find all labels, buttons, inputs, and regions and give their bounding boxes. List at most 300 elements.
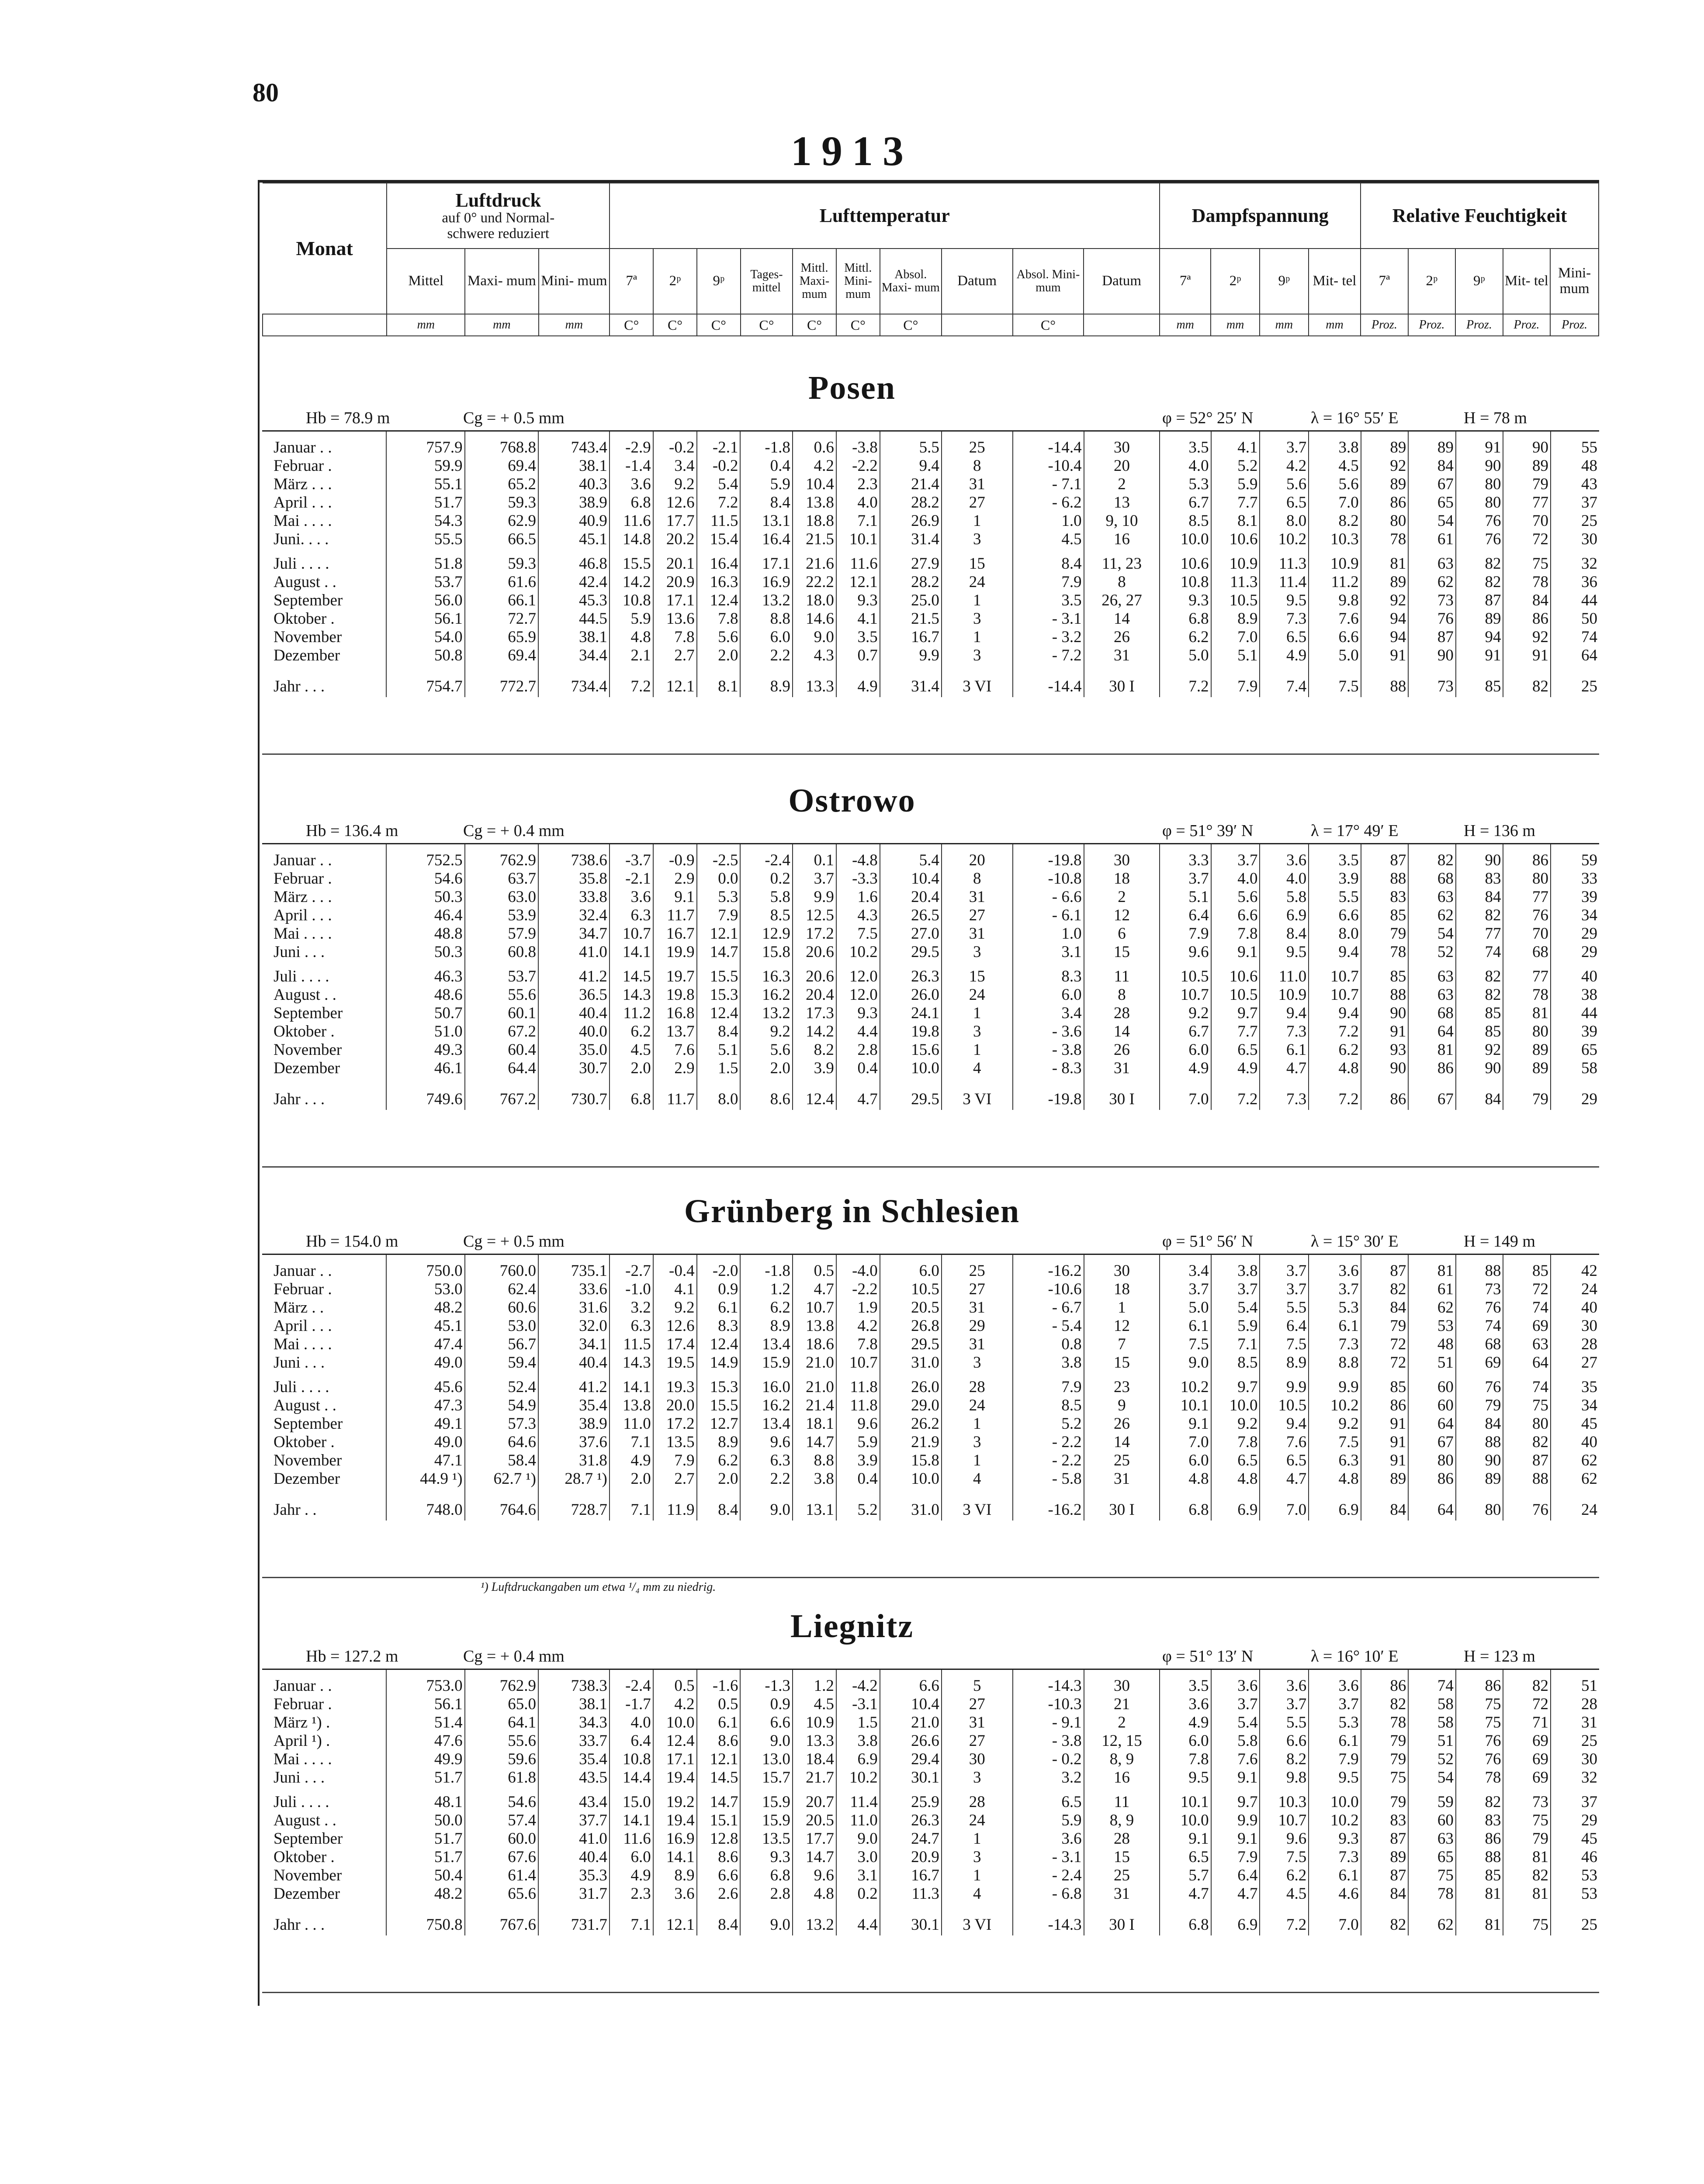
table-cell: 46.3 (386, 961, 464, 986)
unit-mm: mm (1211, 314, 1260, 336)
station-hb: Hb = 136.4 m (306, 822, 398, 840)
table-cell: 4 (942, 1470, 1013, 1488)
table-cell: 10.0 (1211, 1396, 1260, 1415)
table-cell: 37 (1551, 1787, 1599, 1811)
table-cell: 31 (1084, 1885, 1160, 1903)
table-cell: 84 (1503, 591, 1551, 610)
table-cell: 7.3 (1260, 1023, 1309, 1041)
table-cell: 5.4 (697, 475, 741, 494)
table-row (262, 1433, 1599, 1451)
table-cell: 0.5 (793, 1254, 836, 1281)
table-cell: 5.5 (1260, 1299, 1309, 1317)
table-cell: 10.2 (1160, 1372, 1211, 1396)
table-cell: 735.1 (538, 1254, 610, 1281)
table-cell: 3.1 (836, 1866, 880, 1885)
table-cell: 7.1 (610, 1488, 653, 1521)
table-cell: 13.7 (653, 1023, 697, 1041)
table-cell: 16.4 (740, 530, 792, 549)
table-cell: 80 (1503, 1023, 1551, 1041)
table-cell: 10.0 (1160, 530, 1211, 549)
table-cell: 47.6 (386, 1732, 464, 1750)
table-cell: 3.7 (1260, 431, 1309, 457)
table-cell: 51.4 (386, 1714, 464, 1732)
table-cell: 0.4 (836, 1059, 880, 1078)
table-cell: 33.6 (538, 1280, 610, 1299)
table-cell: 87 (1408, 628, 1456, 646)
table-cell: - 5.8 (1013, 1470, 1084, 1488)
table-cell: 21.6 (793, 549, 836, 573)
table-cell: 50.7 (386, 1004, 464, 1023)
table-cell: 10.6 (1211, 961, 1260, 986)
table-cell: 772.7 (465, 665, 538, 697)
table-cell: 28 (942, 1372, 1013, 1396)
table-cell: 30 I (1084, 1078, 1160, 1110)
table-cell: 6.7 (1160, 494, 1211, 512)
table-cell: 10.4 (793, 475, 836, 494)
table-cell: 38.1 (538, 457, 610, 475)
table-cell: 19.4 (653, 1769, 697, 1787)
table-row (262, 943, 1599, 961)
table-row (262, 1769, 1599, 1787)
table-cell: 14.9 (697, 1354, 741, 1372)
table-cell: 750.0 (386, 1254, 464, 1281)
table-cell: 0.1 (793, 844, 836, 870)
table-cell: 10.1 (1160, 1396, 1211, 1415)
table-cell: 0.7 (836, 646, 880, 665)
table-cell: 24 (942, 1811, 1013, 1830)
table-cell: 82 (1503, 665, 1551, 697)
table-cell: 41.0 (538, 943, 610, 961)
frame-left-rule (258, 180, 260, 2006)
table-cell: 7.0 (1211, 628, 1260, 646)
table-cell: 12.1 (697, 925, 741, 943)
table-cell: 9.3 (1160, 591, 1211, 610)
table-cell: 5.2 (1211, 457, 1260, 475)
table-cell: 3.6 (653, 1885, 697, 1903)
table-cell: 17.1 (653, 1750, 697, 1769)
table-cell: 12.4 (697, 1004, 741, 1023)
month-label: Juni . . . (274, 1769, 325, 1787)
table-cell: 38.9 (538, 494, 610, 512)
table-cell: 84 (1456, 1415, 1503, 1433)
table-cell: - 6.6 (1013, 888, 1084, 906)
table-cell: 1.9 (836, 1299, 880, 1317)
table-cell: 3 (942, 1769, 1013, 1787)
table-cell: 50.3 (386, 943, 464, 961)
table-cell: 6.1 (697, 1299, 741, 1317)
table-cell: 8.4 (697, 1488, 741, 1521)
year-total-row (262, 665, 1599, 697)
table-cell: 5.6 (740, 1041, 792, 1059)
station-lambda: λ = 16° 10′ E (1311, 1647, 1399, 1666)
table-cell: 3.9 (1309, 870, 1361, 888)
table-cell: 8.4 (697, 1023, 741, 1041)
table-cell: 9.2 (1309, 1415, 1361, 1433)
table-cell: 75 (1408, 1866, 1456, 1885)
table-cell: 5.4 (880, 844, 942, 870)
table-cell: 24 (942, 986, 1013, 1004)
table-cell: 11 (1084, 961, 1160, 986)
table-cell: 26.8 (880, 1317, 942, 1335)
table-cell: 3 (942, 646, 1013, 665)
table-cell: 1.0 (1013, 925, 1084, 943)
table-cell: 0.9 (697, 1280, 741, 1299)
table-cell: 78 (1456, 1769, 1503, 1787)
table-cell: 68 (1503, 943, 1551, 961)
table-cell: 9.3 (1309, 1830, 1361, 1848)
table-cell: 69 (1456, 1354, 1503, 1372)
table-cell: 13.5 (653, 1433, 697, 1451)
table-row (262, 1451, 1599, 1470)
table-cell: 0.0 (697, 870, 741, 888)
table-cell: 7.8 (1211, 1433, 1260, 1451)
table-cell: 9.9 (1211, 1811, 1260, 1830)
table-cell: 6.8 (740, 1866, 792, 1885)
table-cell: 3.2 (610, 1299, 653, 1317)
header-col-row (263, 249, 1599, 314)
table-cell: 20.6 (793, 961, 836, 986)
table-cell: 11 (1084, 1787, 1160, 1811)
table-cell: - 6.1 (1013, 906, 1084, 925)
table-cell: 15.4 (697, 530, 741, 549)
table-cell: 14.7 (697, 943, 741, 961)
table-cell: 6.6 (1309, 906, 1361, 925)
table-cell: 3 VI (942, 1488, 1013, 1521)
table-cell: 91 (1456, 646, 1503, 665)
table-cell: 3 VI (942, 1903, 1013, 1935)
table-cell: 0.2 (836, 1885, 880, 1903)
table-cell: 9.7 (1211, 1004, 1260, 1023)
station-table (262, 430, 1599, 697)
table-cell: 757.9 (386, 431, 464, 457)
table-cell: 90 (1361, 1004, 1409, 1023)
table-cell: 9.9 (793, 888, 836, 906)
table-cell: 2.3 (610, 1885, 653, 1903)
table-cell: 92 (1361, 591, 1409, 610)
table-cell: 84 (1361, 1488, 1409, 1521)
table-row (262, 1372, 1599, 1396)
table-cell: 6.1 (1160, 1317, 1211, 1335)
unit-c: C° (610, 314, 653, 336)
table-cell: 59.6 (465, 1750, 538, 1769)
col-maximum: Maxi- mum (465, 249, 538, 314)
table-cell: 752.5 (386, 844, 464, 870)
table-cell: 5.7 (1160, 1866, 1211, 1885)
table-cell: 5 (942, 1669, 1013, 1696)
table-cell: 3.5 (1160, 431, 1211, 457)
table-cell: 4.5 (1013, 530, 1084, 549)
table-cell: 762.9 (465, 1669, 538, 1696)
table-cell: 34 (1551, 1396, 1599, 1415)
table-cell: 10.9 (1309, 549, 1361, 573)
table-cell: 75 (1503, 1811, 1551, 1830)
table-cell: 8 (942, 457, 1013, 475)
table-cell: 43.4 (538, 1787, 610, 1811)
table-row (262, 1415, 1599, 1433)
table-cell: 64.4 (465, 1059, 538, 1078)
table-cell: 7.9 (1211, 665, 1260, 697)
table-cell: 47.1 (386, 1451, 464, 1470)
table-cell: 30 (1551, 1750, 1599, 1769)
table-cell: 5.3 (697, 888, 741, 906)
table-cell: 9.5 (1260, 591, 1309, 610)
table-cell: 8.9 (697, 1433, 741, 1451)
table-cell: 2.7 (653, 1470, 697, 1488)
table-cell: 8.5 (1013, 1396, 1084, 1415)
table-cell: 8.9 (653, 1866, 697, 1885)
table-cell: -4.8 (836, 844, 880, 870)
table-cell: 62.7 ¹) (465, 1470, 538, 1488)
table-cell: 91 (1361, 646, 1409, 665)
table-cell: 10.8 (1160, 573, 1211, 591)
table-cell: 8.8 (1309, 1354, 1361, 1372)
table-cell: 3 (942, 943, 1013, 961)
table-cell: 1.5 (836, 1714, 880, 1732)
table-cell: 77 (1503, 888, 1551, 906)
table-cell: 6.3 (610, 906, 653, 925)
table-cell: 7.8 (653, 628, 697, 646)
table-cell: 7.0 (1260, 1488, 1309, 1521)
footnote: ¹) Luftdruckangaben um etwa ¹/₄ mm zu niedrig. (481, 1580, 716, 1594)
table-cell: 4.8 (1309, 1059, 1361, 1078)
month-label: November (274, 1451, 342, 1469)
month-label: November (274, 1041, 342, 1059)
table-cell: 7.2 (1260, 1903, 1309, 1935)
table-cell: 8.1 (697, 665, 741, 697)
table-cell: 7.9 (1160, 925, 1211, 943)
table-cell: 74 (1456, 943, 1503, 961)
table-cell: 16 (1084, 530, 1160, 549)
table-cell: 9.0 (740, 1488, 792, 1521)
table-cell: 76 (1456, 1732, 1503, 1750)
table-cell: 21.4 (793, 1396, 836, 1415)
table-cell: 83 (1361, 1811, 1409, 1830)
table-cell: 85 (1456, 665, 1503, 697)
table-cell: 4.2 (793, 457, 836, 475)
station-h: H = 78 m (1464, 409, 1527, 427)
table-cell: 16.4 (697, 549, 741, 573)
table-cell: 0.4 (836, 1470, 880, 1488)
table-cell: 77 (1456, 925, 1503, 943)
table-cell: 18.0 (793, 591, 836, 610)
table-cell: 6.3 (1309, 1451, 1361, 1470)
table-cell: 6.6 (880, 1669, 942, 1696)
table-cell: 8.8 (793, 1451, 836, 1470)
table-cell: 8.9 (1260, 1354, 1309, 1372)
table-cell: 64 (1408, 1023, 1456, 1041)
table-cell: 49.0 (386, 1433, 464, 1451)
table-row (262, 431, 1599, 457)
table-cell: 8.2 (793, 1041, 836, 1059)
table-cell: 84 (1361, 1299, 1409, 1317)
table-cell: 3 VI (942, 1078, 1013, 1110)
table-cell: 9.9 (880, 646, 942, 665)
table-cell: 54.6 (386, 870, 464, 888)
table-cell: 0.5 (697, 1695, 741, 1714)
table-cell: 26, 27 (1084, 591, 1160, 610)
table-cell: 87 (1503, 1451, 1551, 1470)
month-label: Jahr . . (274, 1501, 317, 1519)
unit-c: C° (697, 314, 741, 336)
station-title: Posen (808, 370, 896, 406)
table-cell: 32.4 (538, 906, 610, 925)
table-cell: 3.7 (1260, 1280, 1309, 1299)
table-cell: 55.5 (386, 530, 464, 549)
table-cell: 3.5 (836, 628, 880, 646)
table-cell: 50.4 (386, 1866, 464, 1885)
table-cell: 27 (942, 1695, 1013, 1714)
table-cell: 12.4 (697, 591, 741, 610)
table-cell: 1 (942, 1451, 1013, 1470)
table-cell: 12 (1084, 906, 1160, 925)
table-cell: 17.7 (653, 512, 697, 530)
table-cell: 14.3 (610, 1354, 653, 1372)
table-cell: 79 (1361, 1317, 1409, 1335)
table-cell: 44.9 ¹) (386, 1470, 464, 1488)
month-label: Jahr . . . (274, 1916, 325, 1934)
table-cell: 6.5 (1260, 628, 1309, 646)
table-cell: 58 (1408, 1714, 1456, 1732)
table-cell: 82 (1361, 1903, 1409, 1935)
table-cell: 51.8 (386, 549, 464, 573)
table-cell: 9.4 (1309, 1004, 1361, 1023)
table-cell: 78 (1503, 986, 1551, 1004)
table-cell: 84 (1456, 1078, 1503, 1110)
table-cell: 17.2 (793, 925, 836, 943)
table-row (262, 844, 1599, 870)
table-cell: 9.9 (1260, 1372, 1309, 1396)
table-cell: 6.1 (1309, 1732, 1361, 1750)
table-cell: 62 (1551, 1470, 1599, 1488)
table-cell: 41.0 (538, 1830, 610, 1848)
table-cell: 62 (1408, 1299, 1456, 1317)
table-cell: 46.4 (386, 906, 464, 925)
table-cell: 4.9 (1211, 1059, 1260, 1078)
table-cell: 0.6 (793, 431, 836, 457)
table-cell: 10.3 (1309, 530, 1361, 549)
table-cell: 6.5 (1160, 1848, 1211, 1866)
month-label: Dezember (274, 1470, 340, 1488)
table-cell: 40.4 (538, 1354, 610, 1372)
table-cell: 10.7 (1309, 961, 1361, 986)
table-cell: 4.7 (836, 1078, 880, 1110)
table-cell: 3.5 (1309, 844, 1361, 870)
table-cell: -10.3 (1013, 1695, 1084, 1714)
table-cell: 31 (1084, 646, 1160, 665)
table-cell: 29.4 (880, 1750, 942, 1769)
table-cell: 0.2 (740, 870, 792, 888)
table-cell: 26 (1084, 1041, 1160, 1059)
table-cell: 10.9 (1260, 986, 1309, 1004)
col-t2: 2ᵖ (653, 249, 697, 314)
table-cell: 760.0 (465, 1254, 538, 1281)
table-cell: 11, 23 (1084, 549, 1160, 573)
table-cell: 86 (1408, 1470, 1456, 1488)
table-cell: 93 (1361, 1041, 1409, 1059)
table-cell: 20.7 (793, 1787, 836, 1811)
table-cell: 9.0 (836, 1830, 880, 1848)
table-cell: 40 (1551, 1433, 1599, 1451)
table-cell: 53.0 (386, 1280, 464, 1299)
table-cell: 8.0 (697, 1078, 741, 1110)
table-cell: 13.1 (740, 512, 792, 530)
table-cell: 12.0 (836, 986, 880, 1004)
table-cell: 9.3 (836, 591, 880, 610)
table-cell: 40.4 (538, 1004, 610, 1023)
table-cell: 8.3 (1013, 961, 1084, 986)
table-cell: 10.7 (610, 925, 653, 943)
station-cg: Cg = + 0.4 mm (463, 822, 565, 840)
table-cell: 89 (1361, 1470, 1409, 1488)
table-cell: 12.4 (793, 1078, 836, 1110)
table-cell: 42.4 (538, 573, 610, 591)
table-cell: 48.1 (386, 1787, 464, 1811)
table-cell: 5.9 (1211, 475, 1260, 494)
table-cell: 7.1 (610, 1433, 653, 1451)
table-row (262, 628, 1599, 646)
table-cell: 88 (1503, 1470, 1551, 1488)
table-cell: 25.0 (880, 591, 942, 610)
table-cell: -2.1 (610, 870, 653, 888)
table-cell: 54.3 (386, 512, 464, 530)
table-row (262, 986, 1599, 1004)
table-cell: 11.3 (880, 1885, 942, 1903)
table-cell: 49.1 (386, 1415, 464, 1433)
table-cell: 24 (1551, 1280, 1599, 1299)
table-cell: 15 (1084, 1848, 1160, 1866)
table-cell: 2.0 (697, 646, 741, 665)
section-bottom-rule (262, 753, 1599, 755)
table-cell: 28 (1551, 1335, 1599, 1354)
table-cell: 5.5 (1309, 888, 1361, 906)
table-cell: 89 (1361, 573, 1409, 591)
table-cell: 26.0 (880, 1372, 942, 1396)
table-cell: 55.6 (465, 1732, 538, 1750)
station-info-line (262, 1647, 1599, 1671)
table-cell: 8 (1084, 986, 1160, 1004)
table-cell: 50.3 (386, 888, 464, 906)
table-cell: 75 (1456, 1714, 1503, 1732)
table-cell: 10.5 (1211, 986, 1260, 1004)
table-cell: 10.7 (836, 1354, 880, 1372)
table-cell: 82 (1456, 1787, 1503, 1811)
table-cell: 10.8 (610, 1750, 653, 1769)
table-cell: 15.5 (610, 549, 653, 573)
table-cell: 37.6 (538, 1433, 610, 1451)
col-t7: 7ª (610, 249, 653, 314)
unit-blank (1084, 314, 1160, 336)
table-cell: 3.3 (1160, 844, 1211, 870)
table-row (262, 1396, 1599, 1415)
table-cell: 762.9 (465, 844, 538, 870)
table-cell: 748.0 (386, 1488, 464, 1521)
table-cell: 28 (1551, 1695, 1599, 1714)
table-cell: 26 (1084, 628, 1160, 646)
table-cell: 7.0 (1160, 1433, 1211, 1451)
table-cell: 4.1 (1211, 431, 1260, 457)
table-cell: 7.9 (653, 1451, 697, 1470)
table-cell: 85 (1456, 1866, 1503, 1885)
table-cell: 21.5 (793, 530, 836, 549)
table-cell: 67.2 (465, 1023, 538, 1041)
table-cell: 86 (1361, 1078, 1409, 1110)
col-minimum: Mini- mum (539, 249, 610, 314)
table-cell: 2.9 (653, 1059, 697, 1078)
table-cell: 69 (1503, 1750, 1551, 1769)
month-label: September (274, 1830, 343, 1848)
table-cell: 89 (1361, 431, 1409, 457)
table-cell: 60.6 (465, 1299, 538, 1317)
